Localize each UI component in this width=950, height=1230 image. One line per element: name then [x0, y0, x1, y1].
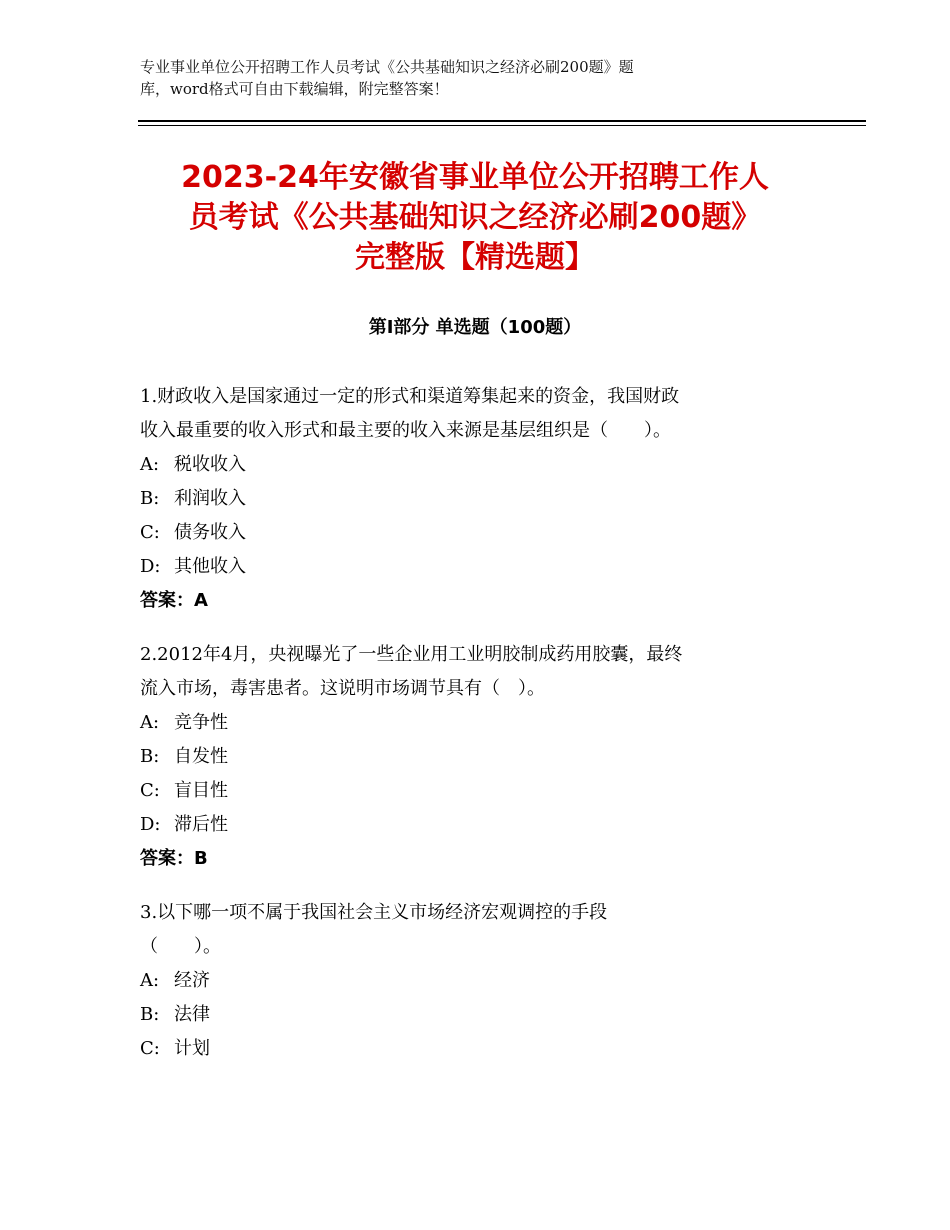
option-text: 自发性 — [174, 746, 228, 767]
option-b — [140, 740, 800, 774]
option-text: 其他收入 — [174, 556, 246, 577]
option-letter: C: — [140, 780, 160, 801]
option-c — [140, 516, 800, 550]
section-heading: 第Ⅰ部分 单选题（100题） — [368, 317, 582, 338]
header-note-line-1: 专业事业单位公开招聘工作人员考试《公共基础知识之经济必刷200题》题 — [140, 58, 634, 76]
option-text: 滞后性 — [174, 814, 228, 835]
option-letter: B: — [140, 1004, 160, 1025]
question-list — [140, 380, 800, 1086]
option-letter: A: — [140, 712, 160, 733]
option-text: 盲目性 — [174, 780, 228, 801]
option-letter: D: — [140, 814, 161, 835]
option-letter: A: — [140, 454, 160, 475]
option-a — [140, 964, 800, 998]
option-text: 利润收入 — [174, 488, 246, 509]
option-a — [140, 448, 800, 482]
question-1 — [140, 380, 800, 618]
option-b — [140, 482, 800, 516]
question-stem-line: 3.以下哪一项不属于我国社会主义市场经济宏观调控的手段 — [140, 902, 608, 923]
option-letter: A: — [140, 970, 160, 991]
option-c — [140, 774, 800, 808]
header-note — [140, 56, 780, 100]
option-letter: C: — [140, 522, 160, 543]
option-text: 计划 — [174, 1038, 210, 1059]
header-note-line-2: 库，word格式可自由下载编辑，附完整答案！ — [140, 80, 449, 98]
header-divider-thin — [138, 125, 866, 126]
option-c — [140, 1032, 800, 1066]
question-2 — [140, 638, 800, 876]
question-3 — [140, 896, 800, 1066]
option-letter: C: — [140, 1038, 160, 1059]
option-text: 竞争性 — [174, 712, 228, 733]
document-title — [120, 158, 830, 278]
option-letter: B: — [140, 488, 160, 509]
option-a — [140, 706, 800, 740]
option-text: 税收收入 — [174, 454, 246, 475]
option-letter: D: — [140, 556, 161, 577]
document-title-line-1: 2023-24年安徽省事业单位公开招聘工作人 — [181, 160, 769, 195]
document-title-line-3: 完整版【精选题】 — [355, 240, 595, 275]
option-text: 债务收入 — [174, 522, 246, 543]
question-stem-line: 收入最重要的收入形式和最主要的收入来源是基层组织是（ ）。 — [140, 420, 671, 441]
question-stem-line: 1.财政收入是国家通过一定的形式和渠道筹集起来的资金，我国财政 — [140, 386, 680, 407]
question-stem-line: 2.2012年4月，央视曝光了一些企业用工业明胶制成药用胶囊，最终 — [140, 644, 683, 665]
option-letter: B: — [140, 746, 160, 767]
option-text: 法律 — [174, 1004, 210, 1025]
document-title-line-2: 员考试《公共基础知识之经济必刷200题》 — [188, 200, 762, 235]
option-text: 经济 — [174, 970, 210, 991]
question-stem-line: 流入市场，毒害患者。这说明市场调节具有（ ）。 — [140, 678, 545, 699]
answer-label: 答案：A — [140, 590, 208, 611]
option-d — [140, 808, 800, 842]
answer-label: 答案：B — [140, 848, 208, 869]
header-divider-thick — [138, 120, 866, 122]
question-stem-line: （ ）。 — [140, 936, 221, 957]
option-d — [140, 550, 800, 584]
option-b — [140, 998, 800, 1032]
